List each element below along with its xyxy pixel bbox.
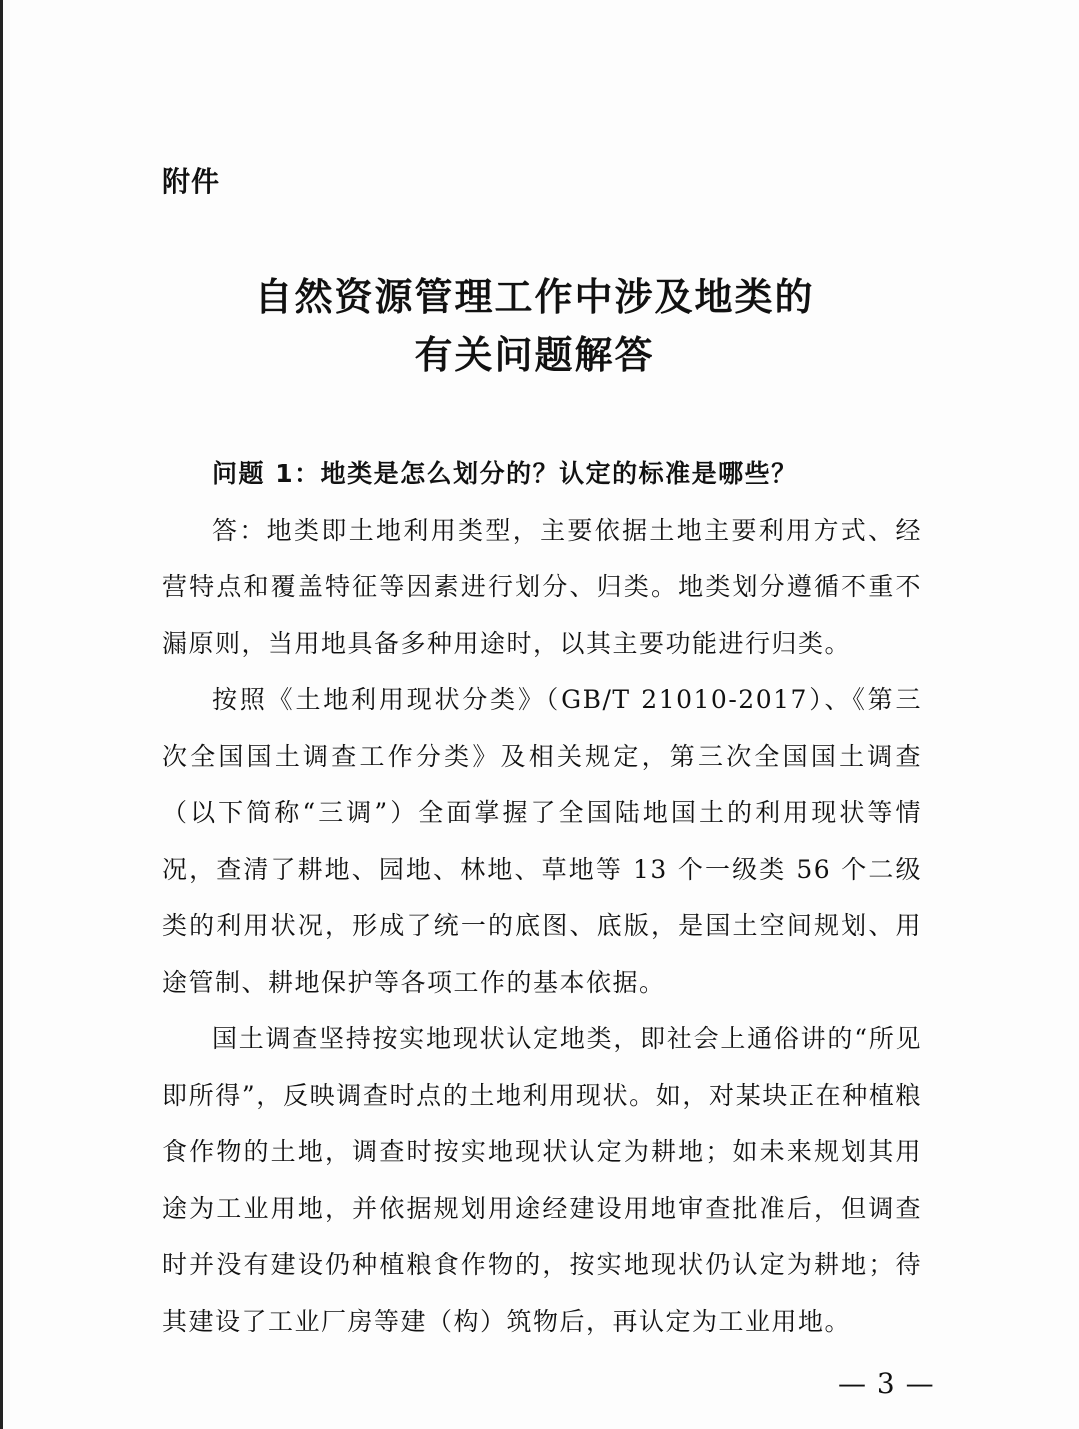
document-title-line-2: 有关问题解答 <box>414 333 655 377</box>
question-heading: 问题 1：地类是怎么划分的？认定的标准是哪些？ <box>212 459 798 488</box>
survey-principle-paragraph: 国土调查坚持按实地现状认定地类，即社会上通俗讲的“所见即所得”，反映调查时点的土地利用现状。如，对某块正在种植粮食作物的土地，调查时按实地现状认定为耕地；如未来规划其用途为工业用地，并依据规划用途经建设用地审查批准后，但调查时并没有建设仍种植粮食作物的，按实地现状仍认定为耕地；待其建设了工业厂房等建（构）筑物后，再认定为工业用地。 <box>162 1024 922 1336</box>
document-body <box>162 446 922 1350</box>
answer-paragraph: 答：地类即土地利用类型，主要依据土地主要利用方式、经营特点和覆盖特征等因素进行划分、归类。地类划分遵循不重不漏原则，当用地具备多种用途时，以其主要功能进行归类。 <box>162 515 922 658</box>
document-title-line-1: 自然资源管理工作中涉及地类的 <box>254 275 815 319</box>
page-number: — 3 — <box>838 1367 935 1400</box>
scan-edge <box>0 0 3 1429</box>
attachment-label: 附件 <box>162 165 221 198</box>
classification-paragraph: 按照《土地利用现状分类》（GB/T 21010-2017）、《第三次全国国土调查工作分类》及相关规定，第三次全国国土调查（以下简称“三调”）全面掌握了全国陆地国土的利用现状等情况，查清了耕地、园地、林地、草地等 13 个一级类 56 个二级类的利用状况，形成了统一的底图、底版，是国土空间规划、用途管制、耕地保护等各项工作的基本依据。 <box>162 685 922 997</box>
